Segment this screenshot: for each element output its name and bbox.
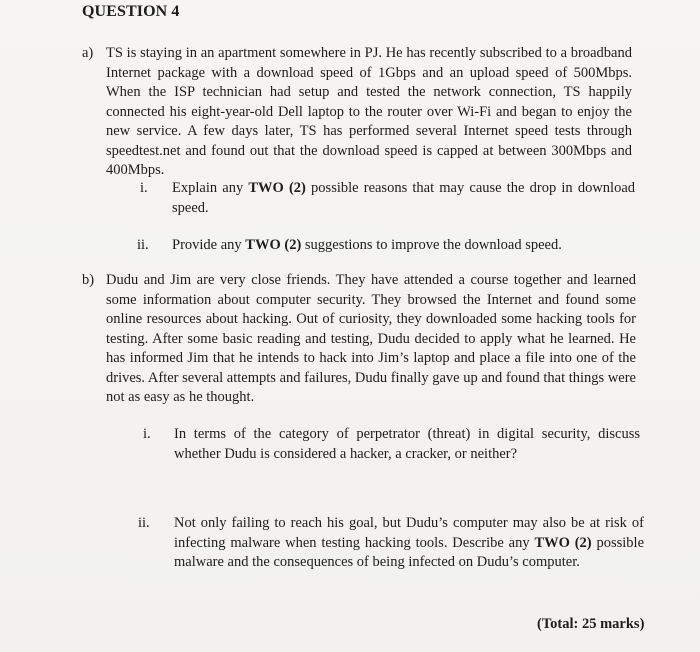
part-a-text: TS is staying in an apartment somewhere in PJ. He has recently subscribed to a broadband Internet package with a download speed of 1Gbps and an upload speed of 500Mbps. When the ISP technician had setup and tested the network connection, TS happily connected his eight-year-old Dell laptop to the router over Wi-Fi and began to enjoy the new service. A few days later, TS has performed several Internet speed tests through speedtest.net and found out that the download speed is capped at between 300Mbps and 400Mbps. (106, 45, 632, 178)
part-a-item-1-emphasis: TWO (2) (248, 180, 306, 196)
part-b-item-2-text (174, 514, 644, 573)
total-marks: (Total: 25 marks) (537, 616, 645, 632)
part-a-item-2-emphasis: TWO (2) (245, 237, 302, 253)
part-a-item-1-text-before: Explain any (172, 180, 249, 196)
part-a-item-2-text-before: Provide any (172, 237, 246, 253)
question-title: QUESTION 4 (82, 3, 180, 20)
part-b-item-2-emphasis: TWO (2) (534, 534, 592, 551)
part-b-item-2-marker: ii. (138, 515, 150, 531)
part-b-item-1-text (174, 425, 640, 464)
part-b-item-1-marker: i. (143, 426, 151, 442)
part-a-item-1-text (172, 179, 635, 218)
part-a-label: a) (82, 45, 94, 61)
part-b-text: Dudu and Jim are very close friends. They have attended a course together and learned some information about computer security. They browsed the Internet and found some online resources about hacking. Out of curiosity, they downloaded some hacking tools for testing. After some basic reading and testing, Dudu decided to apply what he learned. He has informed Jim that he intends to hack into Jim’s laptop and place a file into one of the drives. After several attempts and failures, Dudu finally gave up and found that things were not as easy as he thought. (106, 272, 636, 405)
part-a-item-2-text (172, 236, 635, 256)
part-b-label: b) (82, 272, 95, 288)
part-b-item-2-text-before: Not only failing to reach his goal, but Dudu’s computer may also be at risk of infecting malware when testing hacking tools. Describe any (174, 515, 644, 551)
part-a-item-1-text-after: possible reasons that may cause the drop in download speed. (172, 180, 635, 216)
part-b-item-1-text-before: In terms of the category of perpetrator (threat) in digital security, discuss whether Dudu is considered a hacker, a cracker, or neither? (174, 426, 640, 462)
part-a-item-1-marker: i. (140, 180, 148, 196)
part-a-item-2-text-after: suggestions to improve the download speed. (301, 237, 562, 253)
part-a-item-2-marker: ii. (137, 237, 149, 253)
part-b-item-2-text-after: possible malware and the consequences of being infected on Dudu’s computer. (174, 534, 645, 570)
